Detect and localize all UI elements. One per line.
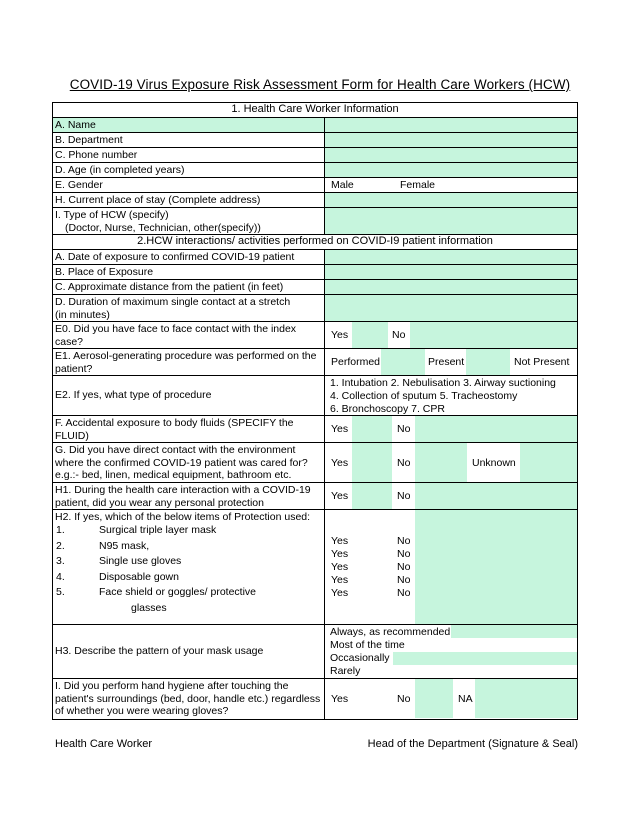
duration-label: D. Duration of maximum single contact at a stretch (in minutes) — [53, 295, 325, 321]
assessment-form — [52, 102, 578, 720]
distance-label: C. Approximate distance from the patient (in feet) — [53, 280, 325, 294]
department-label: B. Department — [53, 133, 325, 147]
distance-row — [53, 280, 577, 295]
f-options — [325, 416, 577, 442]
h2-yes-5[interactable]: Yes — [331, 587, 349, 599]
e1-performed-option[interactable]: Performed — [331, 356, 381, 368]
section1-heading: 1. Health Care Worker Information — [231, 103, 399, 115]
h2-item-3: Single use gloves — [99, 555, 182, 567]
h3-option-most[interactable]: Most of the time — [330, 639, 405, 651]
duration-row — [53, 295, 577, 322]
e1-performed-box[interactable] — [381, 349, 425, 375]
g-yes-option[interactable]: Yes — [331, 457, 349, 469]
stay-label: H. Current place of stay (Complete address) — [53, 193, 325, 207]
section1-heading-row — [53, 103, 577, 118]
gender-female-option[interactable]: Female — [400, 179, 436, 191]
e1-not-present-option[interactable]: Not Present — [514, 356, 570, 368]
department-field[interactable] — [325, 133, 577, 147]
h3-label: H3. Describe the pattern of your mask usage — [53, 625, 325, 678]
h1-yes-box[interactable] — [352, 483, 392, 509]
e0-no-box[interactable] — [410, 322, 577, 348]
g-options — [325, 443, 577, 482]
i-no-box[interactable] — [415, 679, 453, 718]
phone-field[interactable] — [325, 148, 577, 162]
h2-row — [53, 510, 577, 625]
h2-item-num-1: 1. — [56, 524, 65, 536]
h1-label: H1. During the health care interaction with a COVID-19 patient, did you wear any personal protection — [53, 483, 325, 509]
i-options — [325, 679, 577, 719]
footer-hod-signature: Head of the Department (Signature & Seal) — [367, 738, 578, 750]
h2-no-4[interactable]: No — [397, 574, 411, 586]
i-yes-option[interactable]: Yes — [331, 693, 349, 705]
e0-label: E0. Did you have face to face contact with the index case? — [53, 322, 325, 348]
e0-no-option[interactable]: No — [392, 329, 406, 341]
gender-options — [325, 178, 577, 192]
e2-row — [53, 376, 577, 416]
form-title: COVID-19 Virus Exposure Risk Assessment Form for Health Care Workers (HCW) — [69, 77, 571, 92]
stay-field[interactable] — [325, 193, 577, 207]
e0-row — [53, 322, 577, 349]
e0-options — [325, 322, 577, 348]
h2-yes-2[interactable]: Yes — [331, 548, 349, 560]
g-unknown-option[interactable]: Unknown — [472, 457, 516, 469]
footer-hcw-signature: Health Care Worker — [55, 738, 152, 750]
i-na-box[interactable] — [475, 679, 577, 718]
h2-label — [53, 510, 325, 624]
h2-yes-3[interactable]: Yes — [331, 561, 349, 573]
g-unknown-box[interactable] — [520, 443, 577, 482]
i-no-option[interactable]: No — [397, 693, 411, 705]
h1-options — [325, 483, 577, 509]
h2-yes-1[interactable]: Yes — [331, 535, 349, 547]
gender-male-option[interactable]: Male — [331, 179, 354, 191]
f-yes-option[interactable]: Yes — [331, 423, 349, 435]
section2-heading: 2.HCW interactions/ activities performed on COVID-I9 patient information — [137, 235, 493, 247]
h2-item-num-5: 5. — [56, 586, 65, 598]
e0-yes-box[interactable] — [352, 322, 388, 348]
h3-occasionally-box[interactable] — [393, 652, 577, 665]
i-na-option[interactable]: NA — [458, 693, 473, 705]
g-no-option[interactable]: No — [397, 457, 411, 469]
stay-row — [53, 193, 577, 208]
g-label: G. Did you have direct contact with the environment where the confirmed COVID-19 patient was cared for? e.g.:- bed, linen, medical equipment, bathroom etc. — [53, 443, 325, 482]
h1-row — [53, 483, 577, 510]
name-row — [53, 118, 577, 133]
hcw-type-row — [53, 208, 577, 235]
h2-options — [325, 510, 577, 624]
h3-options — [325, 625, 577, 678]
age-row — [53, 163, 577, 178]
distance-field[interactable] — [325, 280, 577, 294]
exposure-place-label: B. Place of Exposure — [53, 265, 325, 279]
gender-label: E. Gender — [53, 178, 325, 192]
g-no-box[interactable] — [415, 443, 467, 482]
exposure-place-field[interactable] — [325, 265, 577, 279]
phone-row — [53, 148, 577, 163]
e1-label: E1. Aerosol-generating procedure was performed on the patient? — [53, 349, 325, 375]
e0-yes-option[interactable]: Yes — [331, 329, 349, 341]
h2-no-3[interactable]: No — [397, 561, 411, 573]
e2-options-line1: 1. Intubation 2. Nebulisation 3. Airway suctioning — [330, 377, 556, 389]
f-yes-box[interactable] — [352, 416, 392, 442]
h2-item-num-4: 4. — [56, 571, 65, 583]
hcw-type-field[interactable] — [325, 208, 577, 234]
h2-yes-4[interactable]: Yes — [331, 574, 349, 586]
e1-present-box[interactable] — [466, 349, 510, 375]
h2-no-2[interactable]: No — [397, 548, 411, 560]
age-field[interactable] — [325, 163, 577, 177]
h3-option-always[interactable]: Always, as recommended — [330, 626, 451, 638]
h2-details-box[interactable] — [415, 510, 577, 624]
f-no-box[interactable] — [415, 416, 577, 442]
e2-options-line3: 6. Bronchoscopy 7. CPR — [330, 403, 445, 415]
duration-field[interactable] — [325, 295, 577, 321]
h1-no-option[interactable]: No — [397, 490, 411, 502]
h2-item-4: Disposable gown — [99, 571, 179, 583]
h2-no-1[interactable]: No — [397, 535, 411, 547]
name-field[interactable] — [325, 118, 577, 132]
e1-present-option[interactable]: Present — [428, 356, 465, 368]
exposure-date-label: A. Date of exposure to confirmed COVID-19 patient — [53, 250, 325, 264]
e2-options — [325, 376, 577, 415]
hcw-type-label: I. Type of HCW (specify) (Doctor, Nurse, Technician, other(specify)) — [53, 208, 325, 234]
h2-item-5-cont: glasses — [131, 602, 167, 614]
f-label: F. Accidental exposure to body fluids (SPECIFY the FLUID) — [53, 416, 325, 442]
g-row — [53, 443, 577, 483]
e1-row — [53, 349, 577, 376]
i-label: I. Did you perform hand hygiene after touching the patient's surroundings (bed, door, handle etc.) regardless of whether you were wearing gloves? — [53, 679, 325, 719]
f-no-option[interactable]: No — [397, 423, 411, 435]
name-label: A. Name — [53, 118, 325, 132]
section2-heading-row — [53, 235, 577, 250]
h2-no-5[interactable]: No — [397, 587, 411, 599]
e2-options-line2: 4. Collection of sputum 5. Tracheostomy — [330, 390, 518, 402]
h3-always-box[interactable] — [451, 625, 577, 638]
gender-row — [53, 178, 577, 193]
h2-item-num-3: 3. — [56, 555, 65, 567]
h2-item-5: Face shield or goggles/ protective — [99, 586, 257, 598]
h2-item-1: Surgical triple layer mask — [99, 524, 217, 536]
h2-heading: H2. If yes, which of the below items of Protection used: — [55, 511, 311, 523]
e1-options — [325, 349, 577, 375]
h3-row — [53, 625, 577, 679]
h2-item-num-2: 2. — [56, 540, 65, 552]
g-yes-box[interactable] — [352, 443, 392, 482]
phone-label: C. Phone number — [53, 148, 325, 162]
exposure-place-row — [53, 265, 577, 280]
h1-no-box[interactable] — [415, 483, 577, 509]
department-row — [53, 133, 577, 148]
f-row — [53, 416, 577, 443]
h3-option-rarely[interactable]: Rarely — [330, 665, 361, 677]
exposure-date-row — [53, 250, 577, 265]
age-label: D. Age (in completed years) — [53, 163, 325, 177]
h1-yes-option[interactable]: Yes — [331, 490, 349, 502]
e2-label: E2. If yes, what type of procedure — [53, 376, 325, 415]
exposure-date-field[interactable] — [325, 250, 577, 264]
h2-item-2: N95 mask, — [99, 540, 150, 552]
h3-option-occasionally[interactable]: Occasionally — [330, 652, 390, 664]
i-row — [53, 679, 577, 719]
